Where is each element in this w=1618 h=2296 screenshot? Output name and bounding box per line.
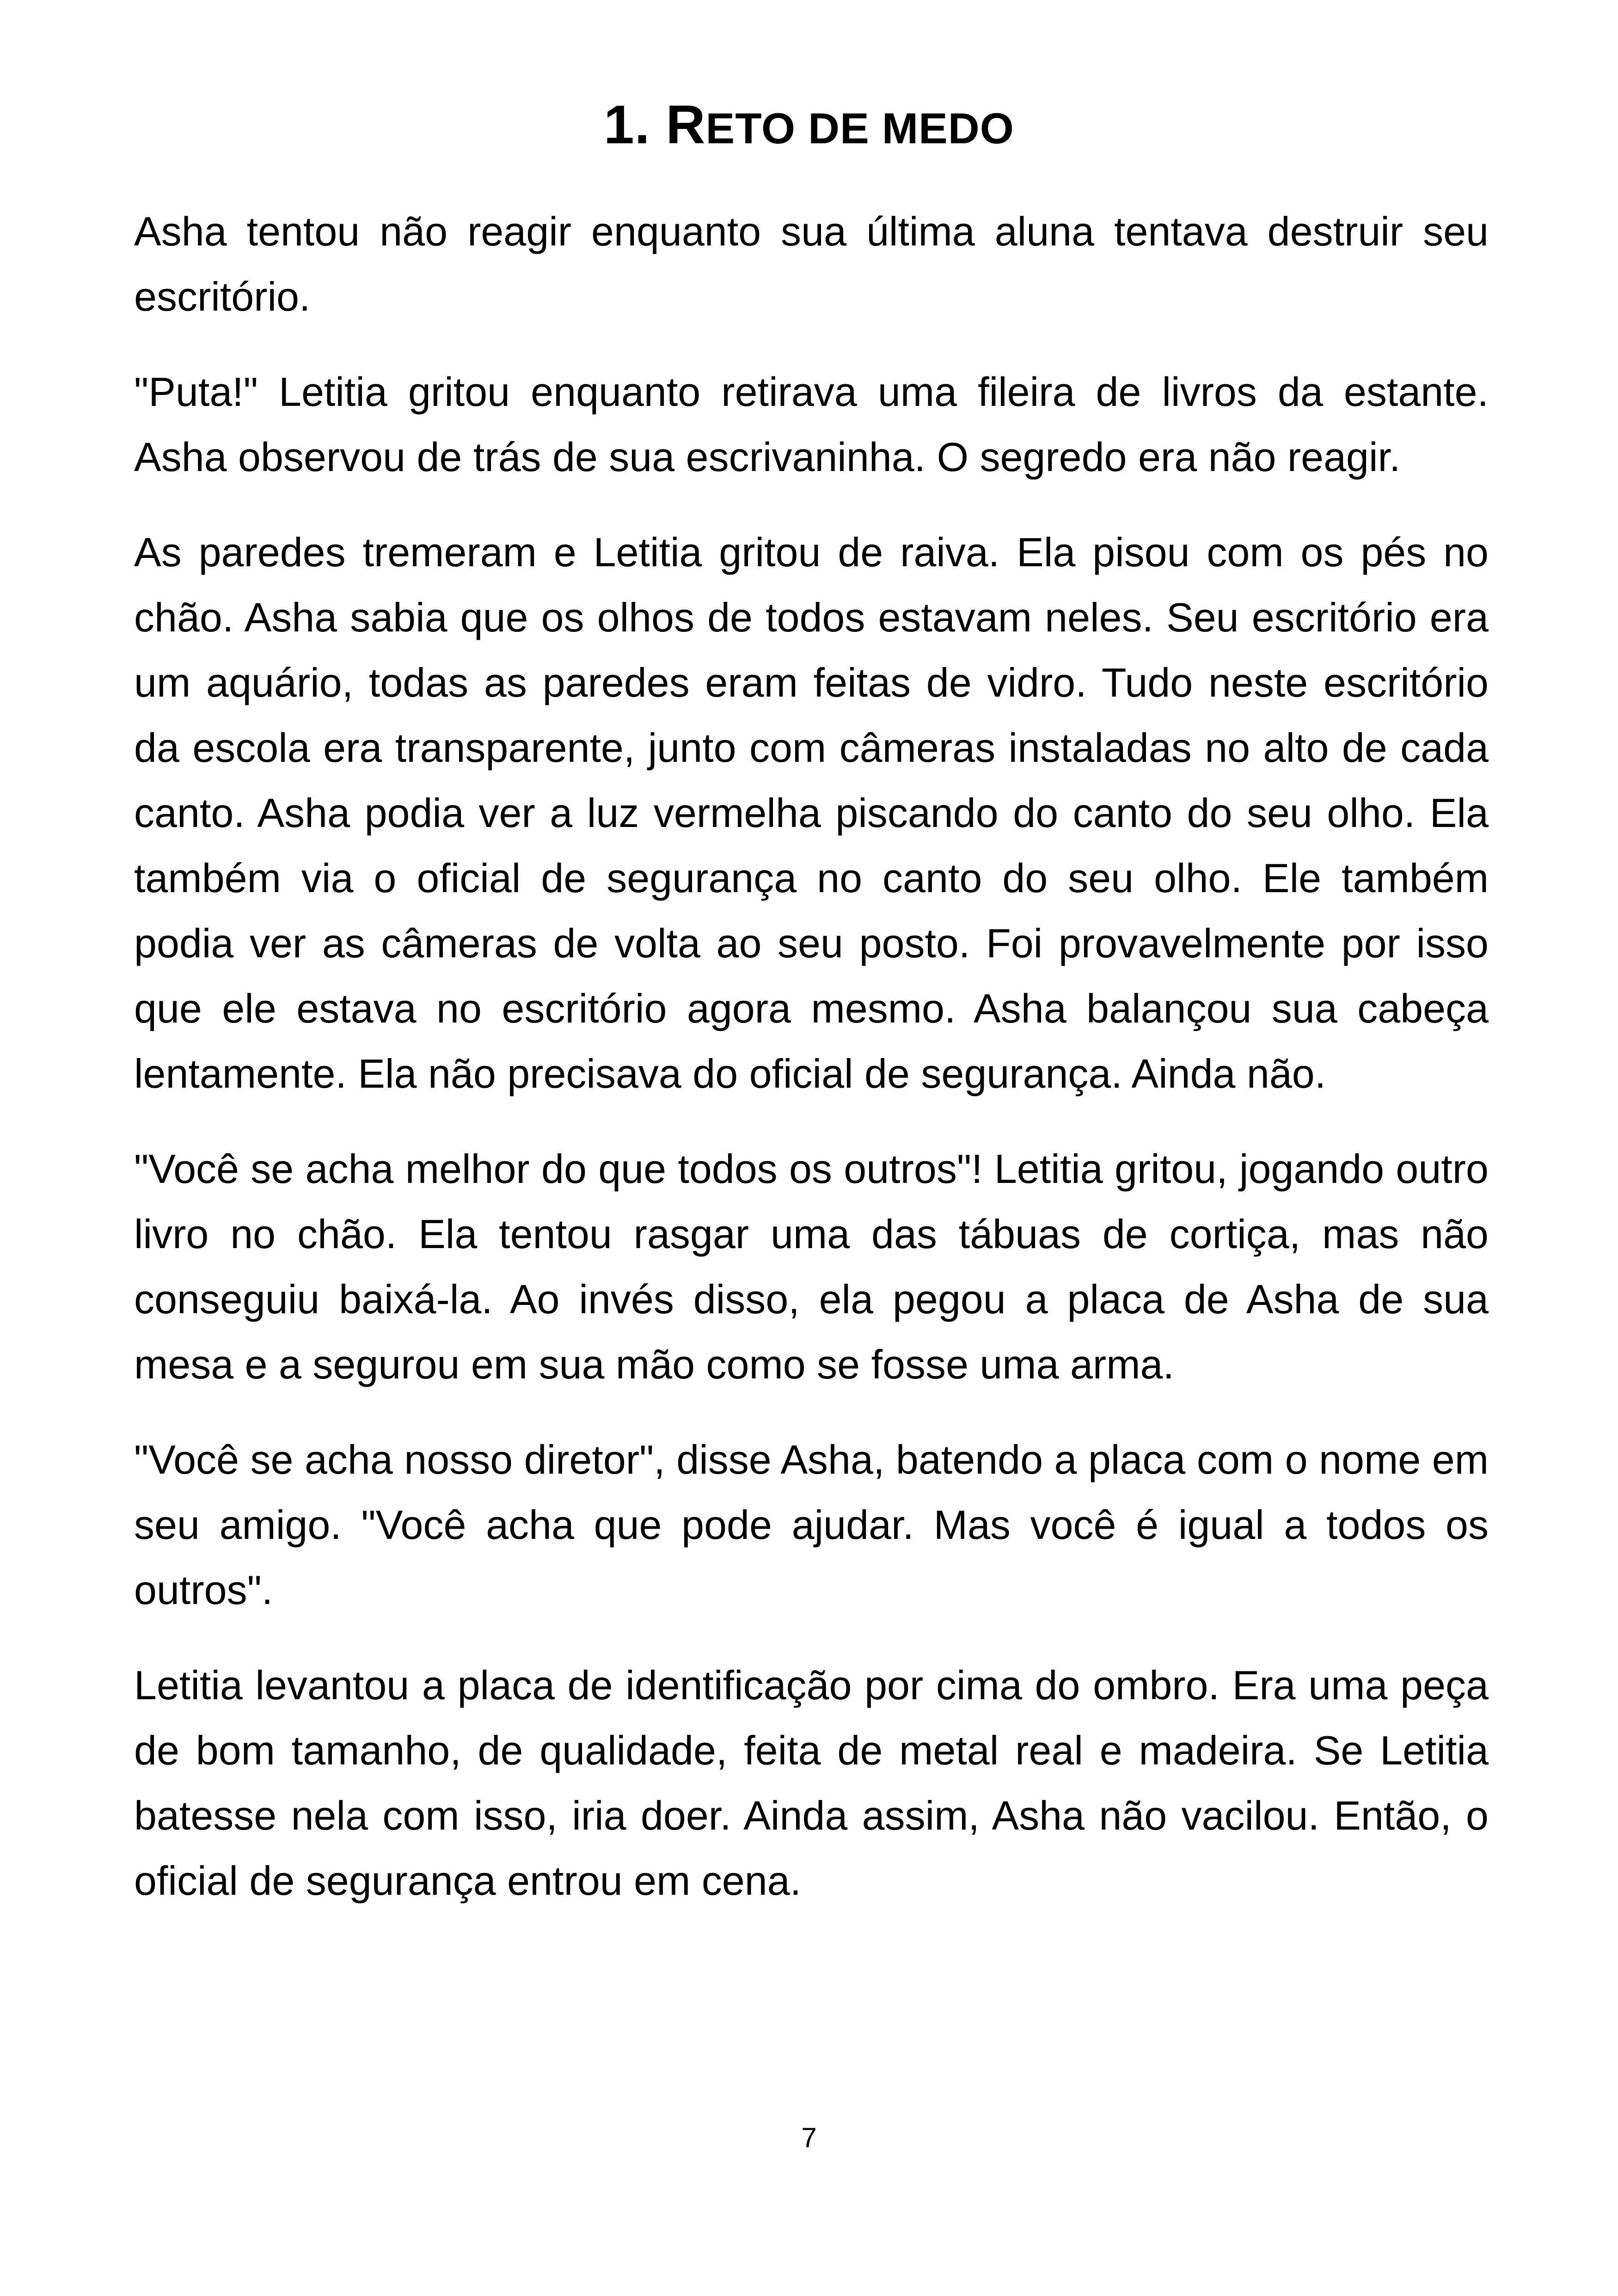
page-number: 7 [801,2122,817,2153]
paragraph: "Você se acha nosso diretor", disse Asha, batendo a placa com o nome em seu amigo. "Você acha que pode ajudar. Mas você é igual a todos os outros". [134,1437,1489,1613]
paragraph: Letitia levantou a placa de identificação por cima do ombro. Era uma peça de bom tamanho, de qualidade, feita de metal real e madeira. Se Letitia batesse nela com isso, iria doer. Ainda assim, Asha não vacilou. Então, o oficial de segurança entrou em cena. [134,1662,1489,1904]
paragraph: "Você se acha melhor do que todos os outros"! Letitia gritou, jogando outro livro no chão. Ela tentou rasgar uma das tábuas de cortiça, mas não conseguiu baixá-la. Ao invés disso, ela pegou a placa de Asha de sua mesa e a segurou em sua mão como se fosse uma arma. [134,1146,1489,1387]
paragraph: As paredes tremeram e Letitia gritou de raiva. Ela pisou com os pés no chão. Asha sabia que os olhos de todos estavam neles. Seu escritório era um aquário, todas as paredes eram feitas de vidro. Tudo neste escritório da escola era transparente, junto com câmeras instaladas no alto de cada canto. Asha podia ver a luz vermelha piscando do canto do seu olho. Ela também via o oficial de segurança no canto do seu olho. Ele também podia ver as câmeras de volta ao seu posto. Foi provavelmente por isso que ele estava no escritório agora mesmo. Asha balançou sua cabeça lentamente. Ela não precisava do oficial de segurança. Ainda não. [134,529,1489,1096]
paragraph: "Puta!" Letitia gritou enquanto retirava uma fileira de livros da estante. Asha observou de trás de sua escrivaninha. O segredo era não reagir. [134,369,1489,480]
body-text [134,199,1489,1943]
chapter-title-rest: ETO DE MEDO [705,104,1014,153]
chapter-title [0,90,1618,163]
paragraph: Asha tentou não reagir enquanto sua última aluna tentava destruir seu escritório. [134,208,1489,319]
chapter-title-initial: R [666,94,706,155]
chapter-number: 1. [604,94,650,155]
